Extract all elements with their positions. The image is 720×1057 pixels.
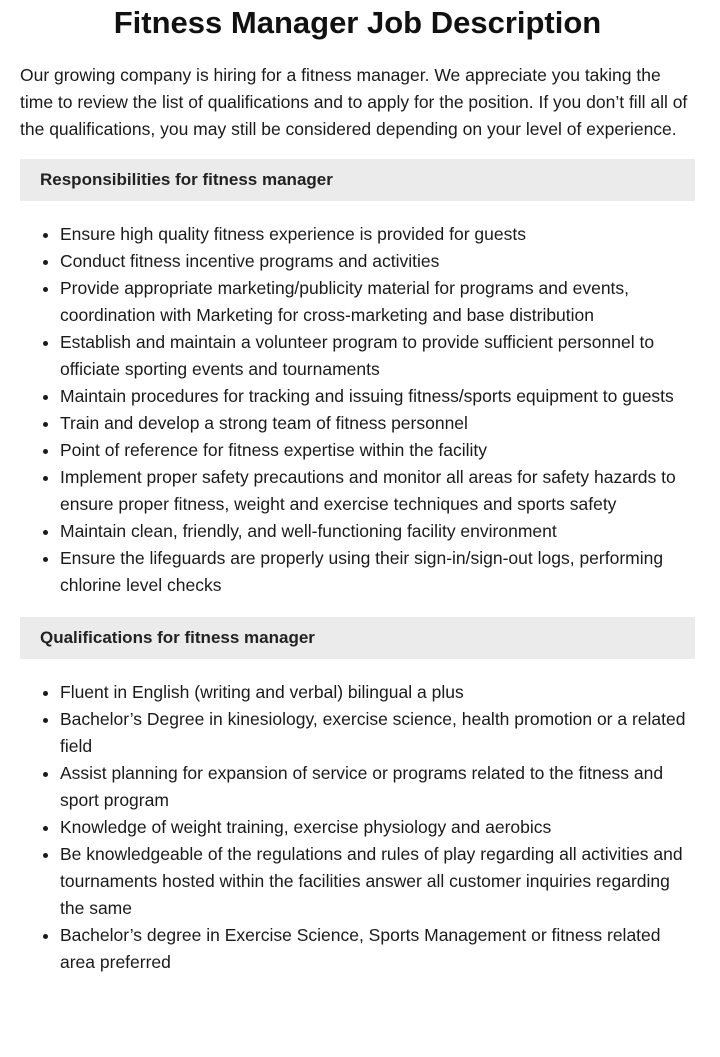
- responsibilities-list: [20, 221, 695, 599]
- list-item: • Ensure the lifeguards are properly using their sign-in/sign-out logs, performing chlorine level checks: [60, 545, 695, 599]
- responsibilities-heading: Responsibilities for fitness manager: [20, 159, 695, 201]
- qualifications-list: [20, 679, 695, 976]
- list-item: • Assist planning for expansion of service or programs related to the fitness and sport program: [60, 760, 695, 814]
- list-item: • Conduct fitness incentive programs and activities: [60, 248, 695, 275]
- page-title: Fitness Manager Job Description: [113, 5, 602, 40]
- list-item: • Establish and maintain a volunteer program to provide sufficient personnel to officiate sporting events and tournaments: [60, 329, 695, 383]
- list-item: • Knowledge of weight training, exercise physiology and aerobics: [60, 814, 695, 841]
- intro-paragraph: Our growing company is hiring for a fitness manager. We appreciate you taking the time to review the list of qualifications and to apply for the position. If you don’t fill all of the qualifications, you may still be considered depending on your level of experience.: [20, 65, 688, 139]
- list-item: • Fluent in English (writing and verbal) bilingual a plus: [60, 679, 695, 706]
- list-item: • Be knowledgeable of the regulations and rules of play regarding all activities and tournaments hosted within the facilities answer all customer inquiries regarding the same: [60, 841, 695, 922]
- list-item: • Train and develop a strong team of fitness personnel: [60, 410, 695, 437]
- list-item: • Maintain clean, friendly, and well-functioning facility environment: [60, 518, 695, 545]
- list-item: • Point of reference for fitness expertise within the facility: [60, 437, 695, 464]
- list-item: • Bachelor’s degree in Exercise Science, Sports Management or fitness related area preferred: [60, 922, 695, 976]
- list-item: • Bachelor’s Degree in kinesiology, exercise science, health promotion or a related field: [60, 706, 695, 760]
- list-item: • Ensure high quality fitness experience is provided for guests: [60, 221, 695, 248]
- list-item: • Implement proper safety precautions and monitor all areas for safety hazards to ensure proper fitness, weight and exercise techniques and sports safety: [60, 464, 695, 518]
- list-item: • Provide appropriate marketing/publicity material for programs and events, coordination with Marketing for cross-marketing and base distribution: [60, 275, 695, 329]
- list-item: • Maintain procedures for tracking and issuing fitness/sports equipment to guests: [60, 383, 695, 410]
- qualifications-heading: Qualifications for fitness manager: [20, 617, 695, 659]
